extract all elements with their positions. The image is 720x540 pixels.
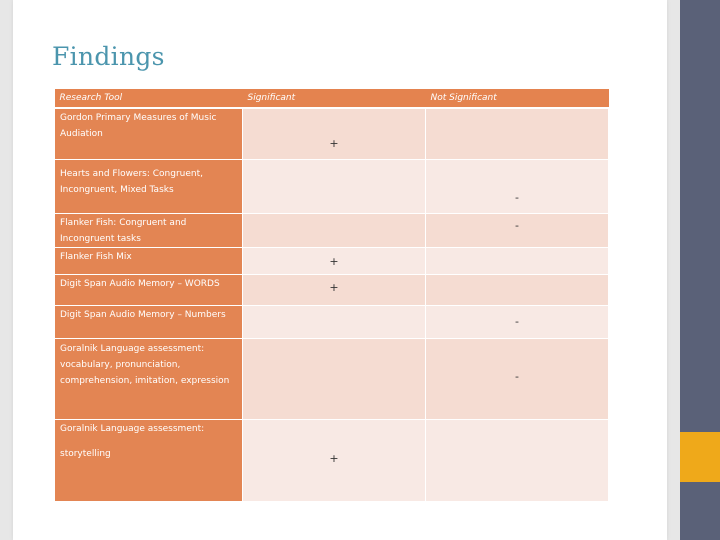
- tool-cell-line-2: storytelling: [60, 448, 111, 459]
- tool-cell: Goralnik Language assessment: vocabulary, pronunciation, comprehension, imitation, expression: [55, 338, 243, 419]
- tool-cell-line-1: Goralnik Language assessment:: [60, 423, 205, 434]
- significant-cell: [243, 213, 426, 247]
- significant-cell: [243, 338, 426, 419]
- table-row: [55, 274, 609, 305]
- not-significant-mark: -: [515, 369, 519, 383]
- table-row: [55, 305, 609, 338]
- not-significant-cell: [426, 159, 609, 213]
- table-row: [55, 159, 609, 213]
- not-significant-mark: -: [515, 314, 519, 328]
- findings-table: [54, 89, 609, 502]
- table-row: [55, 419, 609, 501]
- tool-cell: Hearts and Flowers: Congruent, Incongruent, Mixed Tasks: [55, 159, 243, 213]
- significant-mark: +: [329, 254, 339, 268]
- not-significant-cell: [426, 247, 609, 274]
- tool-cell: Digit Span Audio Memory – Numbers: [55, 305, 243, 338]
- header-research-tool: Research Tool: [55, 89, 243, 108]
- significant-mark: +: [329, 451, 339, 465]
- significant-cell: [243, 247, 426, 274]
- significant-cell: [243, 274, 426, 305]
- table-header-row: [55, 89, 609, 108]
- significant-cell: [243, 305, 426, 338]
- significant-mark: +: [329, 137, 339, 150]
- not-significant-cell: [426, 305, 609, 338]
- table-row: [55, 213, 609, 247]
- not-significant-cell: [426, 108, 609, 159]
- side-accent: [680, 432, 720, 482]
- table-row: [55, 247, 609, 274]
- not-significant-mark: -: [515, 218, 519, 232]
- not-significant-mark: -: [515, 190, 519, 204]
- header-not-significant: Not Significant: [426, 89, 609, 108]
- not-significant-cell: [426, 213, 609, 247]
- not-significant-cell: [426, 419, 609, 501]
- tool-cell: [55, 419, 243, 501]
- table-row: [55, 108, 609, 159]
- tool-cell: Flanker Fish: Congruent and Incongruent tasks: [55, 213, 243, 247]
- significant-cell: [243, 108, 426, 159]
- header-significant: Significant: [243, 89, 426, 108]
- not-significant-cell: [426, 338, 609, 419]
- tool-cell: Flanker Fish Mix: [55, 247, 243, 274]
- significant-cell: [243, 159, 426, 213]
- slide-title: Findings: [52, 42, 165, 71]
- not-significant-cell: [426, 274, 609, 305]
- significant-cell: [243, 419, 426, 501]
- tool-cell: Gordon Primary Measures of Music Audiation: [55, 108, 243, 159]
- significant-mark: +: [329, 280, 339, 294]
- table-row: [55, 338, 609, 419]
- tool-cell: Digit Span Audio Memory – WORDS: [55, 274, 243, 305]
